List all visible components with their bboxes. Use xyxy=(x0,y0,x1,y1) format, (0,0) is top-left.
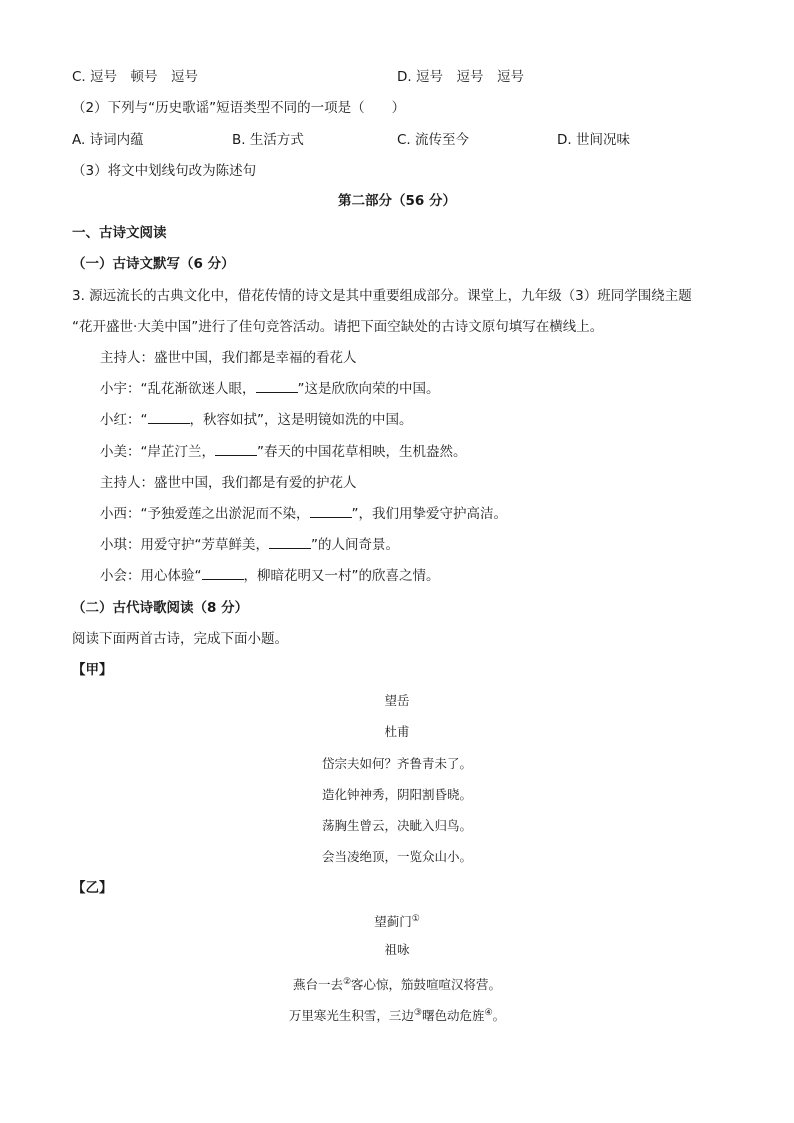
poem-text: 客心惊，笳鼓喧喧汉将营。 xyxy=(351,977,502,993)
dialogue-text: ”的人间奇景。 xyxy=(311,537,399,553)
dialogue-text: ，秋容如拭”，这是明镜如洗的中国。 xyxy=(189,412,413,428)
question-3-stem: （3）将文中划线句改为陈述句 xyxy=(72,163,257,179)
footnote-marker: ② xyxy=(342,977,352,987)
dialogue-text: 小宇：“乱花渐欲迷人眼， xyxy=(100,381,256,397)
poem-title xyxy=(0,910,794,931)
poem-text: 燕台一去 xyxy=(292,977,343,993)
poem-title: 望岳 xyxy=(384,693,410,708)
answer-blank[interactable] xyxy=(310,505,352,518)
dialogue-line xyxy=(100,411,413,429)
dialogue-text: ，柳暗花明又一村”的欣喜之情。 xyxy=(243,568,440,584)
answer-blank[interactable] xyxy=(256,380,298,393)
poem-text: 万里寒光生积雪，三边 xyxy=(288,1008,414,1024)
question-3-line-1: 3. 源远流长的古典文化中，借花传情的诗文是其中重要组成部分。课堂上，九年级（3）班同学围绕主题 xyxy=(72,288,692,304)
option-c: C. 逗号 顿号 逗号 xyxy=(72,69,199,85)
dialogue-line xyxy=(100,567,440,585)
subsection-heading-1: （一）古诗文默写（6 分） xyxy=(72,256,235,272)
dialogue-text: 小会：用心体验“ xyxy=(100,568,202,584)
subsection-heading-2: （二）古代诗歌阅读（8 分） xyxy=(72,600,249,616)
q2-option-b: B. 生活方式 xyxy=(232,132,304,148)
poem-text: 。 xyxy=(492,1008,506,1024)
poem-author: 祖咏 xyxy=(384,942,410,957)
section-heading: 一、古诗文阅读 xyxy=(72,225,167,241)
footnote-marker: ① xyxy=(411,914,420,924)
option-d: D. 逗号 逗号 逗号 xyxy=(397,69,524,85)
dialogue-line xyxy=(100,505,507,523)
footnote-marker: ④ xyxy=(484,1008,493,1018)
answer-blank[interactable] xyxy=(148,411,190,424)
poem-label-jia: 【甲】 xyxy=(72,662,113,678)
dialogue-text: 小红：“ xyxy=(100,412,148,428)
part-two-title: 第二部分（56 分） xyxy=(338,193,456,209)
dialogue-line: 主持人：盛世中国，我们都是有爱的护花人 xyxy=(100,475,357,491)
q2-option-a: A. 诗词内蕴 xyxy=(72,132,144,148)
poem-line xyxy=(0,1004,794,1025)
answer-blank[interactable] xyxy=(215,443,257,456)
poem-line xyxy=(0,973,794,994)
dialogue-text: 小琪：用爱守护“芳草鲜美， xyxy=(100,537,269,553)
dialogue-line: 主持人：盛世中国，我们都是幸福的看花人 xyxy=(100,350,357,366)
footnote-marker: ③ xyxy=(413,1008,422,1018)
q2-option-c: C. 流传至今 xyxy=(397,132,470,148)
dialogue-text: 小西：“予独爱莲之出淤泥而不染， xyxy=(100,506,310,522)
dialogue-line xyxy=(100,443,467,461)
reading-instruction: 阅读下面两首古诗，完成下面小题。 xyxy=(72,631,288,647)
dialogue-text: 小美：“岸芷汀兰， xyxy=(100,444,215,460)
answer-blank[interactable] xyxy=(269,536,311,549)
dialogue-line xyxy=(100,536,399,554)
poem-line: 造化钟神秀，阴阳割昏晓。 xyxy=(321,787,472,802)
poem-title-text: 望蓟门 xyxy=(374,914,412,930)
poem-author: 杜甫 xyxy=(384,724,410,739)
answer-blank[interactable] xyxy=(202,567,244,580)
question-3-line-2: “花开盛世·大美中国”进行了佳句竞答活动。请把下面空缺处的古诗文原句填写在横线上。 xyxy=(72,319,604,335)
poem-line: 岱宗夫如何？齐鲁青未了。 xyxy=(321,756,472,771)
question-2-stem: （2）下列与“历史歌谣”短语类型不同的一项是（ ） xyxy=(72,100,406,116)
dialogue-text: ”春天的中国花草相映，生机盎然。 xyxy=(257,444,467,460)
q2-option-d: D. 世间况味 xyxy=(557,132,630,148)
dialogue-text: ”，我们用挚爱守护高洁。 xyxy=(351,506,507,522)
poem-label-yi: 【乙】 xyxy=(72,880,113,896)
dialogue-text: ”这是欣欣向荣的中国。 xyxy=(297,381,440,397)
poem-text: 曙色动危旌 xyxy=(421,1008,485,1024)
dialogue-line xyxy=(100,380,440,398)
poem-line: 会当凌绝顶，一览众山小。 xyxy=(321,849,472,864)
poem-line: 荡胸生曾云，决眦入归鸟。 xyxy=(321,818,472,833)
